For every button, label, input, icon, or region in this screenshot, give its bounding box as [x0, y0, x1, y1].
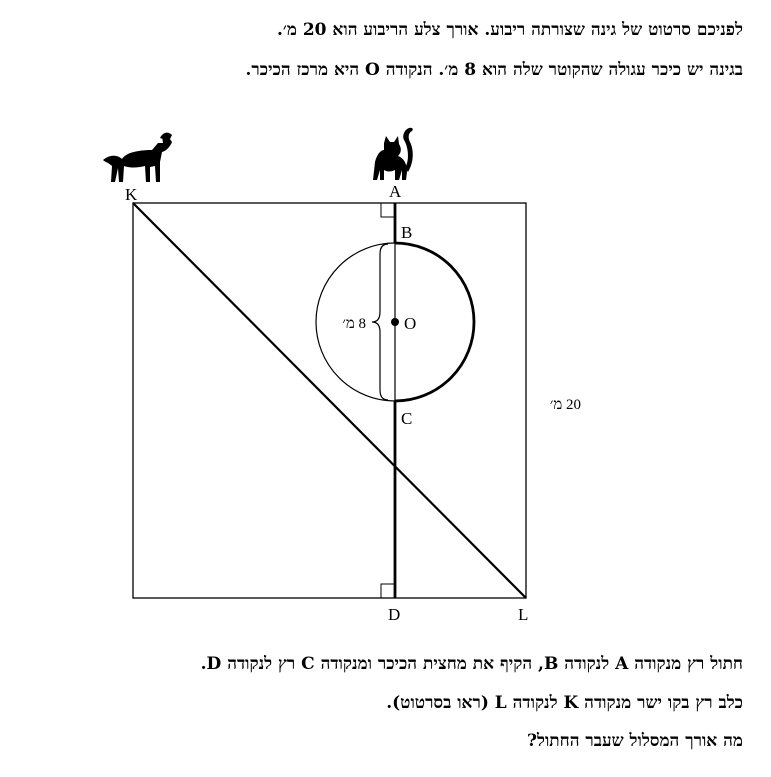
intro-line-2: בגינה יש כיכר עגולה שהקוטר שלה הוא 8 מ׳. הנקודה O היא מרכז הכיכר. [245, 60, 743, 80]
right-angle-bottom [381, 584, 395, 598]
question-line-1: חתול רץ מנקודה A לנקודה B, הקיף את מחצית הכיכר ומנקודה C רץ לנקודה D. [200, 654, 743, 674]
center-O [391, 318, 399, 326]
question-line-3: מה אורך המסלול שעבר החתול? [527, 731, 743, 751]
label-O: O [404, 314, 417, 333]
label-B: B [401, 223, 413, 242]
right-angle-top [381, 203, 395, 217]
question-line-2: כלב רץ בקו ישר מנקודה K לנקודה L (ראו בסרטוט). [386, 693, 743, 713]
dog-icon [103, 133, 172, 182]
label-K: K [125, 185, 138, 204]
label-C: C [401, 409, 413, 428]
cat-icon [373, 128, 413, 180]
side-length-label: 20 מ׳ [549, 397, 581, 413]
label-D: D [388, 605, 401, 624]
intro-line-1: לפניכם סרטוט של גינה שצורתה ריבוע. אורך צלע הריבוע הוא 20 מ׳. [277, 20, 743, 40]
diameter-label: 8 מ׳ [342, 316, 366, 332]
diagonal-KL [133, 203, 526, 598]
label-L: L [518, 605, 529, 624]
label-A: A [389, 182, 402, 201]
diameter-brace [372, 244, 388, 400]
